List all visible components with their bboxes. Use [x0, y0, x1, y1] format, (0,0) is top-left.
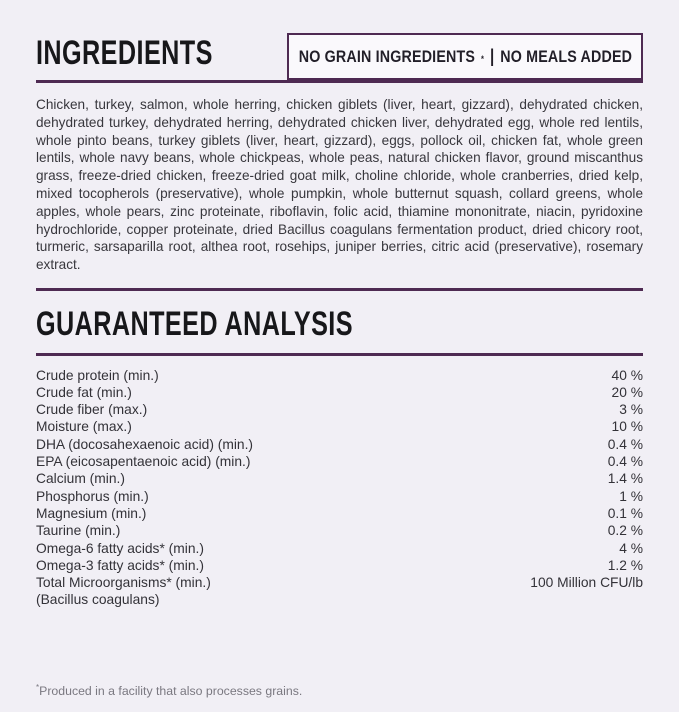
table-row	[36, 505, 643, 522]
table-row	[36, 574, 643, 591]
footnote-text: Produced in a facility that also processes grains.	[39, 684, 303, 699]
footnote	[36, 683, 302, 698]
row-label: Total Microorganisms* (min.)	[36, 575, 211, 591]
table-row	[36, 436, 643, 453]
table-row	[36, 401, 643, 418]
row-label: Moisture (max.)	[36, 419, 132, 435]
row-label: Omega-3 fatty acids* (min.)	[36, 557, 204, 573]
ingredients-title: INGREDIENTS	[36, 34, 213, 73]
table-row	[36, 488, 643, 505]
row-value: 0.1 %	[607, 505, 643, 521]
no-grain-badge-text	[298, 46, 631, 67]
table-row	[36, 557, 643, 574]
table-row	[36, 591, 643, 608]
row-value: 0.2 %	[607, 523, 643, 539]
row-value: 1 %	[619, 488, 643, 504]
row-value: 1.2 %	[607, 557, 643, 573]
ingredients-list: Chicken, turkey, salmon, whole herring, chicken giblets (liver, heart, gizzard), dehydrated chicken, dehydrated turkey, dehydrated herring, dehydrated chicken liver, dehydrated egg, whole red lentils, whole pinto beans, turkey giblets (liver, heart, gizzard), eggs, pollock oil, chicken fat, whole green lentils, whole navy beans, whole chickpeas, whole peas, natural chicken flavor, ground miscanthus grass, freeze-dried chicken, freeze-dried goat milk, choline chloride, whole cranberries, dried kelp, mixed tocopherols (preservative), whole pumpkin, whole butternut squash, collard greens, whole apples, whole pears, zinc proteinate, riboflavin, folic acid, thiamine mononitrate, niacin, pyridoxine hydrochloride, copper proteinate, dried Bacillus coagulans fermentation product, dried chicory root, turmeric, sarsaparilla root, althea root, rosehips, juniper berries, citric acid (preservative), rosemary extract.	[36, 97, 643, 273]
row-value: 10 %	[611, 419, 643, 435]
badge-right-text: NO MEALS ADDED	[499, 47, 632, 66]
label-page	[0, 33, 679, 712]
table-row	[36, 540, 643, 557]
row-label: Taurine (min.)	[36, 523, 121, 539]
table-row	[36, 418, 643, 435]
row-label: Calcium (min.)	[36, 471, 125, 487]
table-row	[36, 522, 643, 539]
table-row	[36, 470, 643, 487]
ingredients-header	[36, 33, 643, 83]
row-label: DHA (docosahexaenoic acid) (min.)	[36, 436, 254, 452]
row-value: 20 %	[611, 384, 643, 400]
row-value: 1.4 %	[607, 471, 643, 487]
table-row	[36, 367, 643, 384]
footnote-asterisk: *	[36, 683, 40, 692]
no-grain-badge	[287, 33, 643, 80]
row-label: Crude fiber (max.)	[36, 402, 148, 418]
row-label: Omega-6 fatty acids* (min.)	[36, 540, 204, 556]
row-value: 3 %	[619, 402, 643, 418]
badge-asterisk: *	[480, 54, 484, 64]
analysis-title: GUARANTEED ANALYSIS	[36, 305, 353, 343]
row-label: EPA (eicosapentaenoic acid) (min.)	[36, 454, 251, 470]
table-row	[36, 453, 643, 470]
row-label: Magnesium (min.)	[36, 505, 147, 521]
row-label: Crude protein (min.)	[36, 367, 159, 383]
row-value: 100 Million CFU/lb	[530, 575, 643, 591]
row-label: (Bacillus coagulans)	[36, 592, 160, 608]
row-value: 4 %	[619, 540, 643, 556]
badge-divider: |	[489, 46, 494, 66]
row-value: 0.4 %	[607, 436, 643, 452]
row-value: 0.4 %	[607, 454, 643, 470]
row-label: Crude fat (min.)	[36, 384, 132, 400]
analysis-header	[36, 288, 643, 356]
badge-left-text: NO GRAIN INGREDIENTS	[298, 47, 475, 66]
table-row	[36, 384, 643, 401]
row-value: 40 %	[611, 367, 643, 383]
row-label: Phosphorus (min.)	[36, 488, 149, 504]
analysis-table	[36, 367, 643, 609]
